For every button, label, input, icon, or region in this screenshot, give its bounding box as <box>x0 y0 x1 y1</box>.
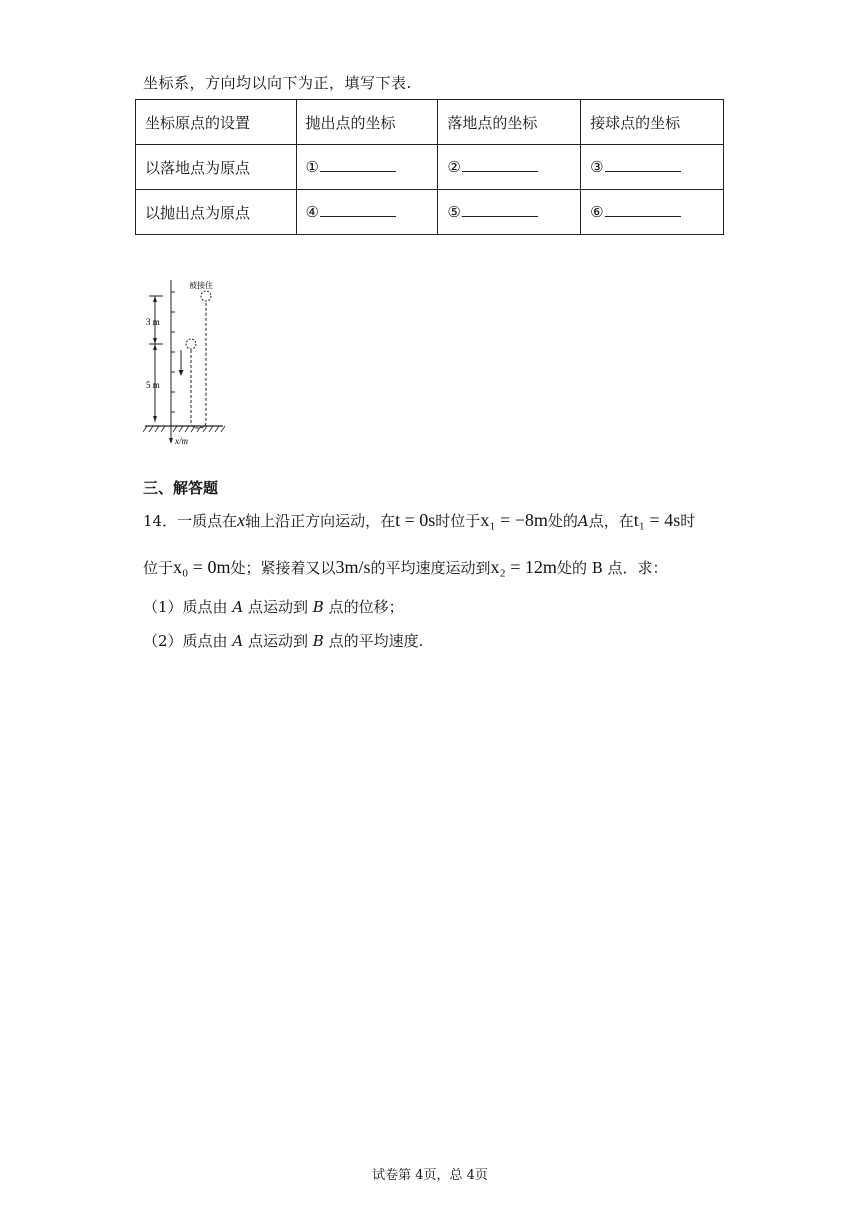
math-expression: 3m/s <box>335 557 371 577</box>
trajectory-path <box>191 302 206 428</box>
question-line-1 <box>143 510 695 531</box>
table-header-cell: 接球点的坐标 <box>581 100 724 145</box>
question-text: 处；紧接着又以 <box>230 559 336 577</box>
ground-hatch <box>143 426 225 432</box>
ball-throw-figure <box>143 276 227 448</box>
math-expression: t = 0s <box>395 510 436 530</box>
answer-number: ① <box>305 158 319 176</box>
answer-number: ③ <box>590 158 604 176</box>
table-header-cell: 抛出点的坐标 <box>296 100 438 145</box>
point-label: B <box>312 632 324 650</box>
row-label: 以落地点为原点 <box>136 145 297 190</box>
question-text: 的平均速度运动到 <box>370 559 491 577</box>
answer-blank <box>462 159 538 172</box>
page-footer: 试卷第 4页，总 4页 <box>372 1168 488 1183</box>
question-text: 时 <box>680 512 696 530</box>
question-text: 点的位移； <box>328 598 404 616</box>
math-expression: x₁ = −8m <box>480 510 548 530</box>
question-text: 一质点在 <box>177 512 238 530</box>
question-text: 点的平均速度. <box>328 632 424 650</box>
table-row <box>136 145 724 190</box>
answer-blank <box>605 159 681 172</box>
answer-number: ⑥ <box>590 203 604 221</box>
answer-cell <box>581 190 724 235</box>
axis-label: x/m <box>175 436 188 446</box>
answer-cell <box>296 190 438 235</box>
question-text: 点，在 <box>588 512 634 530</box>
question-text: （2）质点由 <box>143 632 228 650</box>
answer-blank <box>320 159 396 172</box>
answer-blank <box>462 204 538 217</box>
math-expression: x₀ = 0m <box>173 557 231 577</box>
question-text: 点运动到 <box>247 632 308 650</box>
point-label: A <box>232 632 244 650</box>
math-expression: t₁ = 4s <box>633 510 681 530</box>
answer-blank <box>605 204 681 217</box>
point-label: A <box>577 512 589 530</box>
answer-cell <box>438 145 581 190</box>
question-text: 处的 B 点．求： <box>556 559 668 577</box>
question-text: 点运动到 <box>247 598 308 616</box>
arrow-up-icon <box>153 296 157 302</box>
question-text: 轴上沿正方向运动，在 <box>245 512 396 530</box>
answer-number: ② <box>447 158 461 176</box>
caught-ball-icon <box>201 291 211 301</box>
section-title: 三、解答题 <box>143 479 219 497</box>
arrow-down-icon <box>153 338 157 344</box>
coordinate-table <box>135 99 724 235</box>
question-text: （1）质点由 <box>143 598 228 616</box>
question-text: 位于 <box>143 559 174 577</box>
question-text: 处的 <box>547 512 578 530</box>
table-header-row <box>136 100 724 145</box>
answer-cell <box>438 190 581 235</box>
arrow-down-icon <box>179 370 184 376</box>
table-header-cell: 落地点的坐标 <box>438 100 581 145</box>
caught-label: 被接住 <box>189 281 213 290</box>
arrow-down-icon <box>169 438 173 444</box>
math-expression: x₂ = 12m <box>490 557 557 577</box>
dimension-label-5m: 5 m <box>146 380 160 390</box>
sub-question-1 <box>143 596 404 617</box>
arrow-up-icon <box>153 344 157 350</box>
question-line-2 <box>143 557 668 578</box>
intro-text: 坐标系，方向均以向下为正，填写下表. <box>143 74 412 92</box>
answer-cell <box>296 145 438 190</box>
point-label: B <box>312 598 324 616</box>
table-header-cell: 坐标原点的设置 <box>136 100 297 145</box>
answer-cell <box>581 145 724 190</box>
row-label: 以抛出点为原点 <box>136 190 297 235</box>
dimension-label-3m: 3 m <box>146 317 160 327</box>
answer-number: ⑤ <box>447 203 461 221</box>
thrown-ball-icon <box>186 339 196 349</box>
math-variable: x <box>237 510 246 530</box>
pole-ticks <box>171 292 175 412</box>
sub-question-2 <box>143 630 423 651</box>
point-label: A <box>232 598 244 616</box>
table-row <box>136 190 724 235</box>
arrow-down-icon <box>153 416 157 422</box>
question-text: 时位于 <box>435 512 481 530</box>
question-number: 14． <box>143 512 178 530</box>
answer-blank <box>320 204 396 217</box>
answer-number: ④ <box>305 203 319 221</box>
